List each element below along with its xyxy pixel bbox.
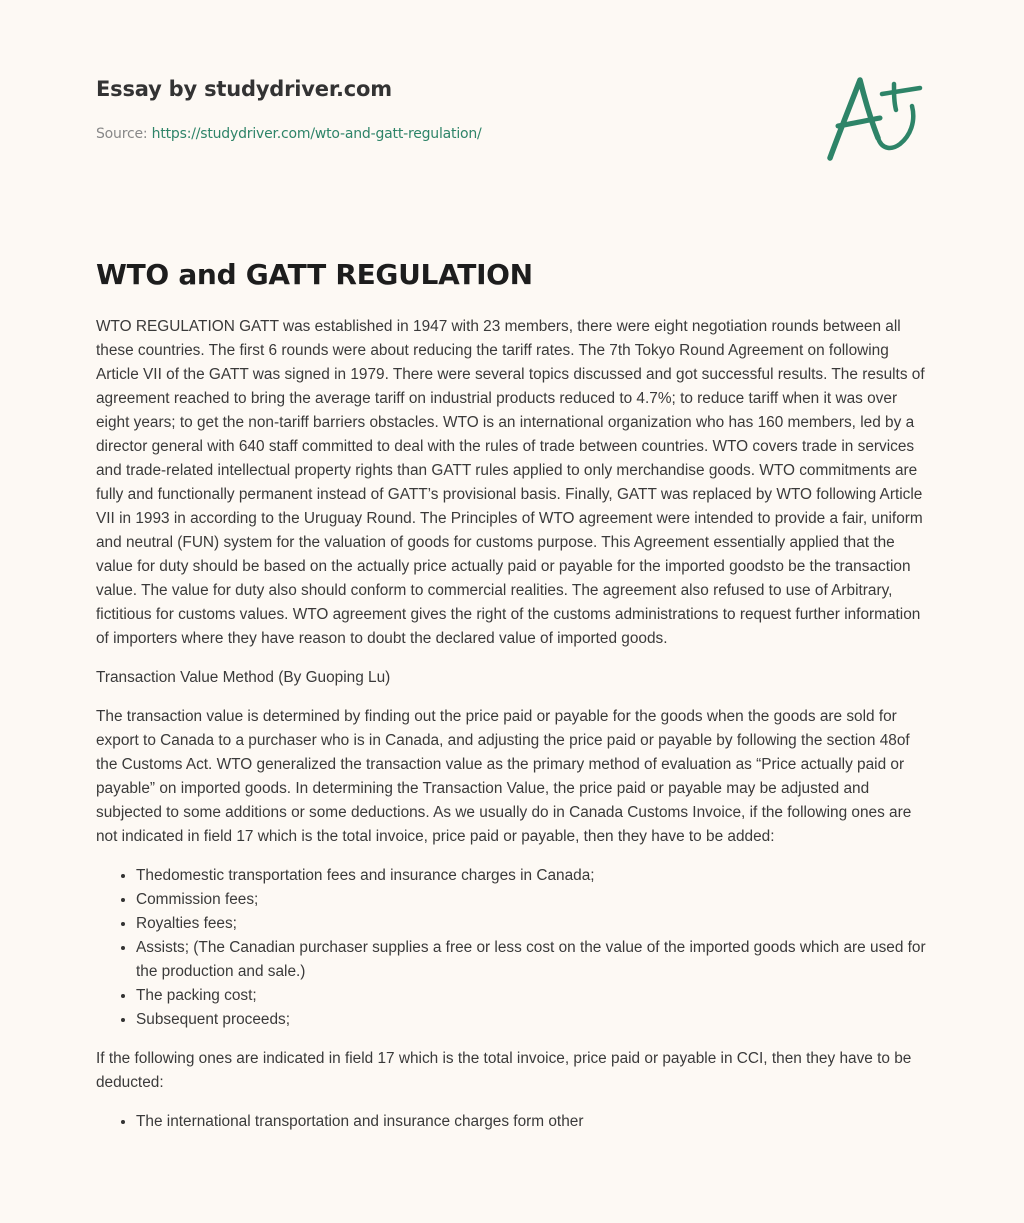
essay-paragraph-transaction-value: The transaction value is determined by finding out the price paid or payable for the goods when the goods are sold for export to Canada to a purchaser who is in Canada, and adjusting the price paid or payable by following the section 48of the Customs Act. WTO generalized the transaction value as the primary method of evaluation as “Price actually paid or payable” on imported goods. In determining the Transaction Value, the price paid or payable may be adjusted and subjected to some additions or some deductions. As we usually do in Canada Customs Invoice, if the following ones are not indicated in field 17 which is the total invoice, price paid or payable, then they have to be added: — [96, 708, 912, 845]
source-line — [96, 124, 928, 144]
essay-title: WTO and GATT REGULATION — [96, 258, 533, 291]
essay-content — [96, 255, 932, 1149]
essay-paragraph-deductions: If the following ones are indicated in field 17 which is the total invoice, price paid or payable in CCI, then they have to be deducted: — [96, 1050, 912, 1091]
a-plus-grade-icon — [820, 66, 930, 166]
section-subheading: Transaction Value Method (By Guoping Lu) — [96, 669, 391, 686]
list-item: • The packing cost; — [136, 984, 932, 1008]
page-header — [96, 74, 928, 144]
list-item: • Thedomestic transportation fees and insurance charges in Canada; — [136, 864, 932, 888]
list-item: • Subsequent proceeds; — [136, 1008, 932, 1032]
site-title: Essay by studydriver.com — [96, 77, 392, 101]
additions-list — [96, 864, 932, 1032]
source-label: Source: — [96, 126, 148, 142]
list-item: • Assists; (The Canadian purchaser supplies a free or less cost on the value of the imported goods which are used for the production and sale.) — [136, 936, 932, 984]
essay-paragraph-intro: WTO REGULATION GATT was established in 1947 with 23 members, there were eight negotiation rounds between all these countries. The first 6 rounds were about reducing the tariff rates. The 7th Tokyo Round Agreement on following Article VII of the GATT was signed in 1979. There were several topics discussed and got successful results. The results of agreement reached to bring the average tariff on industrial products reduced to 4.7%; to reduce tariff when it was over eight years; to get the non-tariff barriers obstacles. WTO is an international organization who has 160 members, led by a director general with 640 staff committed to deal with the rules of trade between countries. WTO covers trade in services and trade-related intellectual property rights than GATT rules applied to only merchandise goods. WTO commitments are fully and functionally permanent instead of GATT’s provisional basis. Finally, GATT was replaced by WTO following Article VII in 1993 in according to the Uruguay Round. The Principles of WTO agreement were intended to provide a fair, uniform and neutral (FUN) system for the valuation of goods for customs purpose. This Agreement essentially applied that the value for duty should be based on the actually price actually paid or payable for the imported goodsto be the transaction value. The value for duty also should conform to commercial realities. The agreement also refused to use of Arbitrary, fictitious for customs values. WTO agreement gives the right of the customs administrations to request further information of importers where they have reason to doubt the declared value of imported goods. — [96, 318, 925, 647]
list-item: • Commission fees; — [136, 888, 932, 912]
source-link[interactable]: https://studydriver.com/wto-and-gatt-regulation/ — [151, 126, 482, 142]
deductions-list — [96, 1110, 932, 1134]
list-item: • Royalties fees; — [136, 912, 932, 936]
list-item: • The international transportation and insurance charges form other — [136, 1110, 932, 1134]
